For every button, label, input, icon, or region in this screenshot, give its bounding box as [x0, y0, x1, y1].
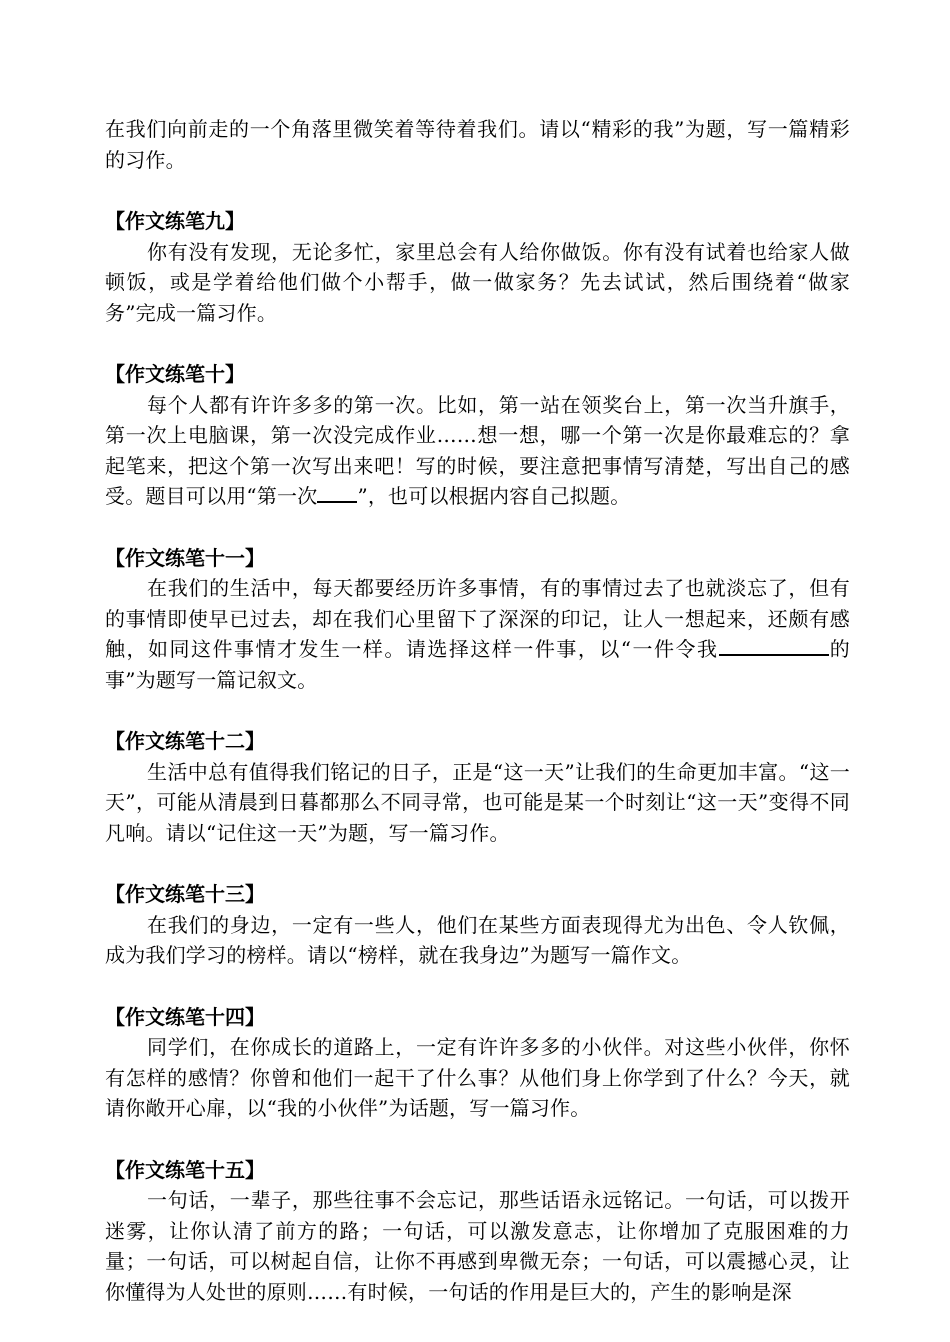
body-text-before-blank: 在我们的生活中，每天都要经历许多事情，有的事情过去了也就淡忘了，但有的事情即使早已过去，却在我们心里留下了深深的印记，让人一想起来，还颇有感触，如同这件事情才发生一样。请选择这样一件事，以“一件令我: [105, 576, 850, 661]
body-text-after-blank: 的事”为题写一篇记叙文。: [105, 637, 850, 692]
fill-in-blank: [317, 483, 357, 503]
section-practice-12: [105, 726, 850, 848]
section-body: [105, 573, 850, 695]
section-body: 同学们，在你成长的道路上，一定有许许多多的小伙伴。对这些小伙伴，你怀有怎样的感情？你曾和他们一起干了什么事？从他们身上你学到了什么？今天，就请你敞开心扉，以“我的小伙伴”为话题，写一篇习作。: [105, 1035, 850, 1120]
section-practice-15: [105, 1155, 850, 1308]
document-content: [105, 114, 850, 1307]
section-body: [105, 390, 850, 512]
section-heading: 【作文练笔十四】: [105, 1004, 265, 1029]
section-body: 生活中总有值得我们铭记的日子，正是“这一天”让我们的生命更加丰富。“这一天”，可能从清晨到日暮都那么不同寻常，也可能是某一个时刻让“这一天”变得不同凡响。请以“记住这一天”为题，写一篇习作。: [105, 759, 850, 845]
section-body: 你有没有发现，无论多忙，家里总会有人给你做饭。你有没有试着也给家人做顿饭，或是学着给他们做个小帮手，做一做家务？先去试试，然后围绕着“做家务”完成一篇习作。: [105, 239, 850, 325]
fill-in-blank-continued: [785, 636, 829, 656]
body-text-after-blank: ”，也可以根据内容自己拟题。: [357, 484, 631, 508]
section-practice-10: [105, 359, 850, 512]
intro-paragraph: 在我们向前走的一个角落里微笑着等待着我们。请以“精彩的我”为题，写一篇精彩的习作。: [105, 117, 850, 172]
body-text-before-blank: 每个人都有许许多多的第一次。比如，第一站在领奖台上，第一次当升旗手，第一次上电脑课，第一次没完成作业……想一想，哪一个第一次是你最难忘的？拿起笔来，把这个第一次写出来吧！写的时候，要注意把事情写清楚，写出自己的感受。题目可以用“第一次: [105, 392, 850, 508]
section-heading: 【作文练笔十一】: [105, 545, 265, 570]
section-body: 一句话，一辈子，那些往事不会忘记，那些话语永远铭记。一句话，可以拨开迷雾，让你认清了前方的路；一句话，可以激发意志，让你增加了克服困难的力量；一句话，可以树起自信，让你不再感到卑微无奈；一句话，可以震撼心灵，让你懂得为人处世的原则……有时候，一句话的作用是巨大的，产生的影响是深: [105, 1188, 850, 1304]
section-heading: 【作文练笔十】: [105, 362, 245, 386]
section-heading: 【作文练笔十二】: [105, 729, 265, 753]
section-heading: 【作文练笔十五】: [105, 1157, 265, 1182]
section-practice-9: [105, 206, 850, 328]
section-heading: 【作文练笔九】: [105, 209, 245, 233]
section-practice-14: [105, 1002, 850, 1124]
section-body: 在我们的身边，一定有一些人，他们在某些方面表现得尤为出色、令人钦佩，成为我们学习的榜样。请以“榜样，就在我身边”为题写一篇作文。: [105, 912, 850, 967]
section-heading: 【作文练笔十三】: [105, 882, 265, 906]
section-practice-11: [105, 543, 850, 696]
section-practice-13: [105, 879, 850, 971]
fill-in-blank: [719, 636, 785, 656]
